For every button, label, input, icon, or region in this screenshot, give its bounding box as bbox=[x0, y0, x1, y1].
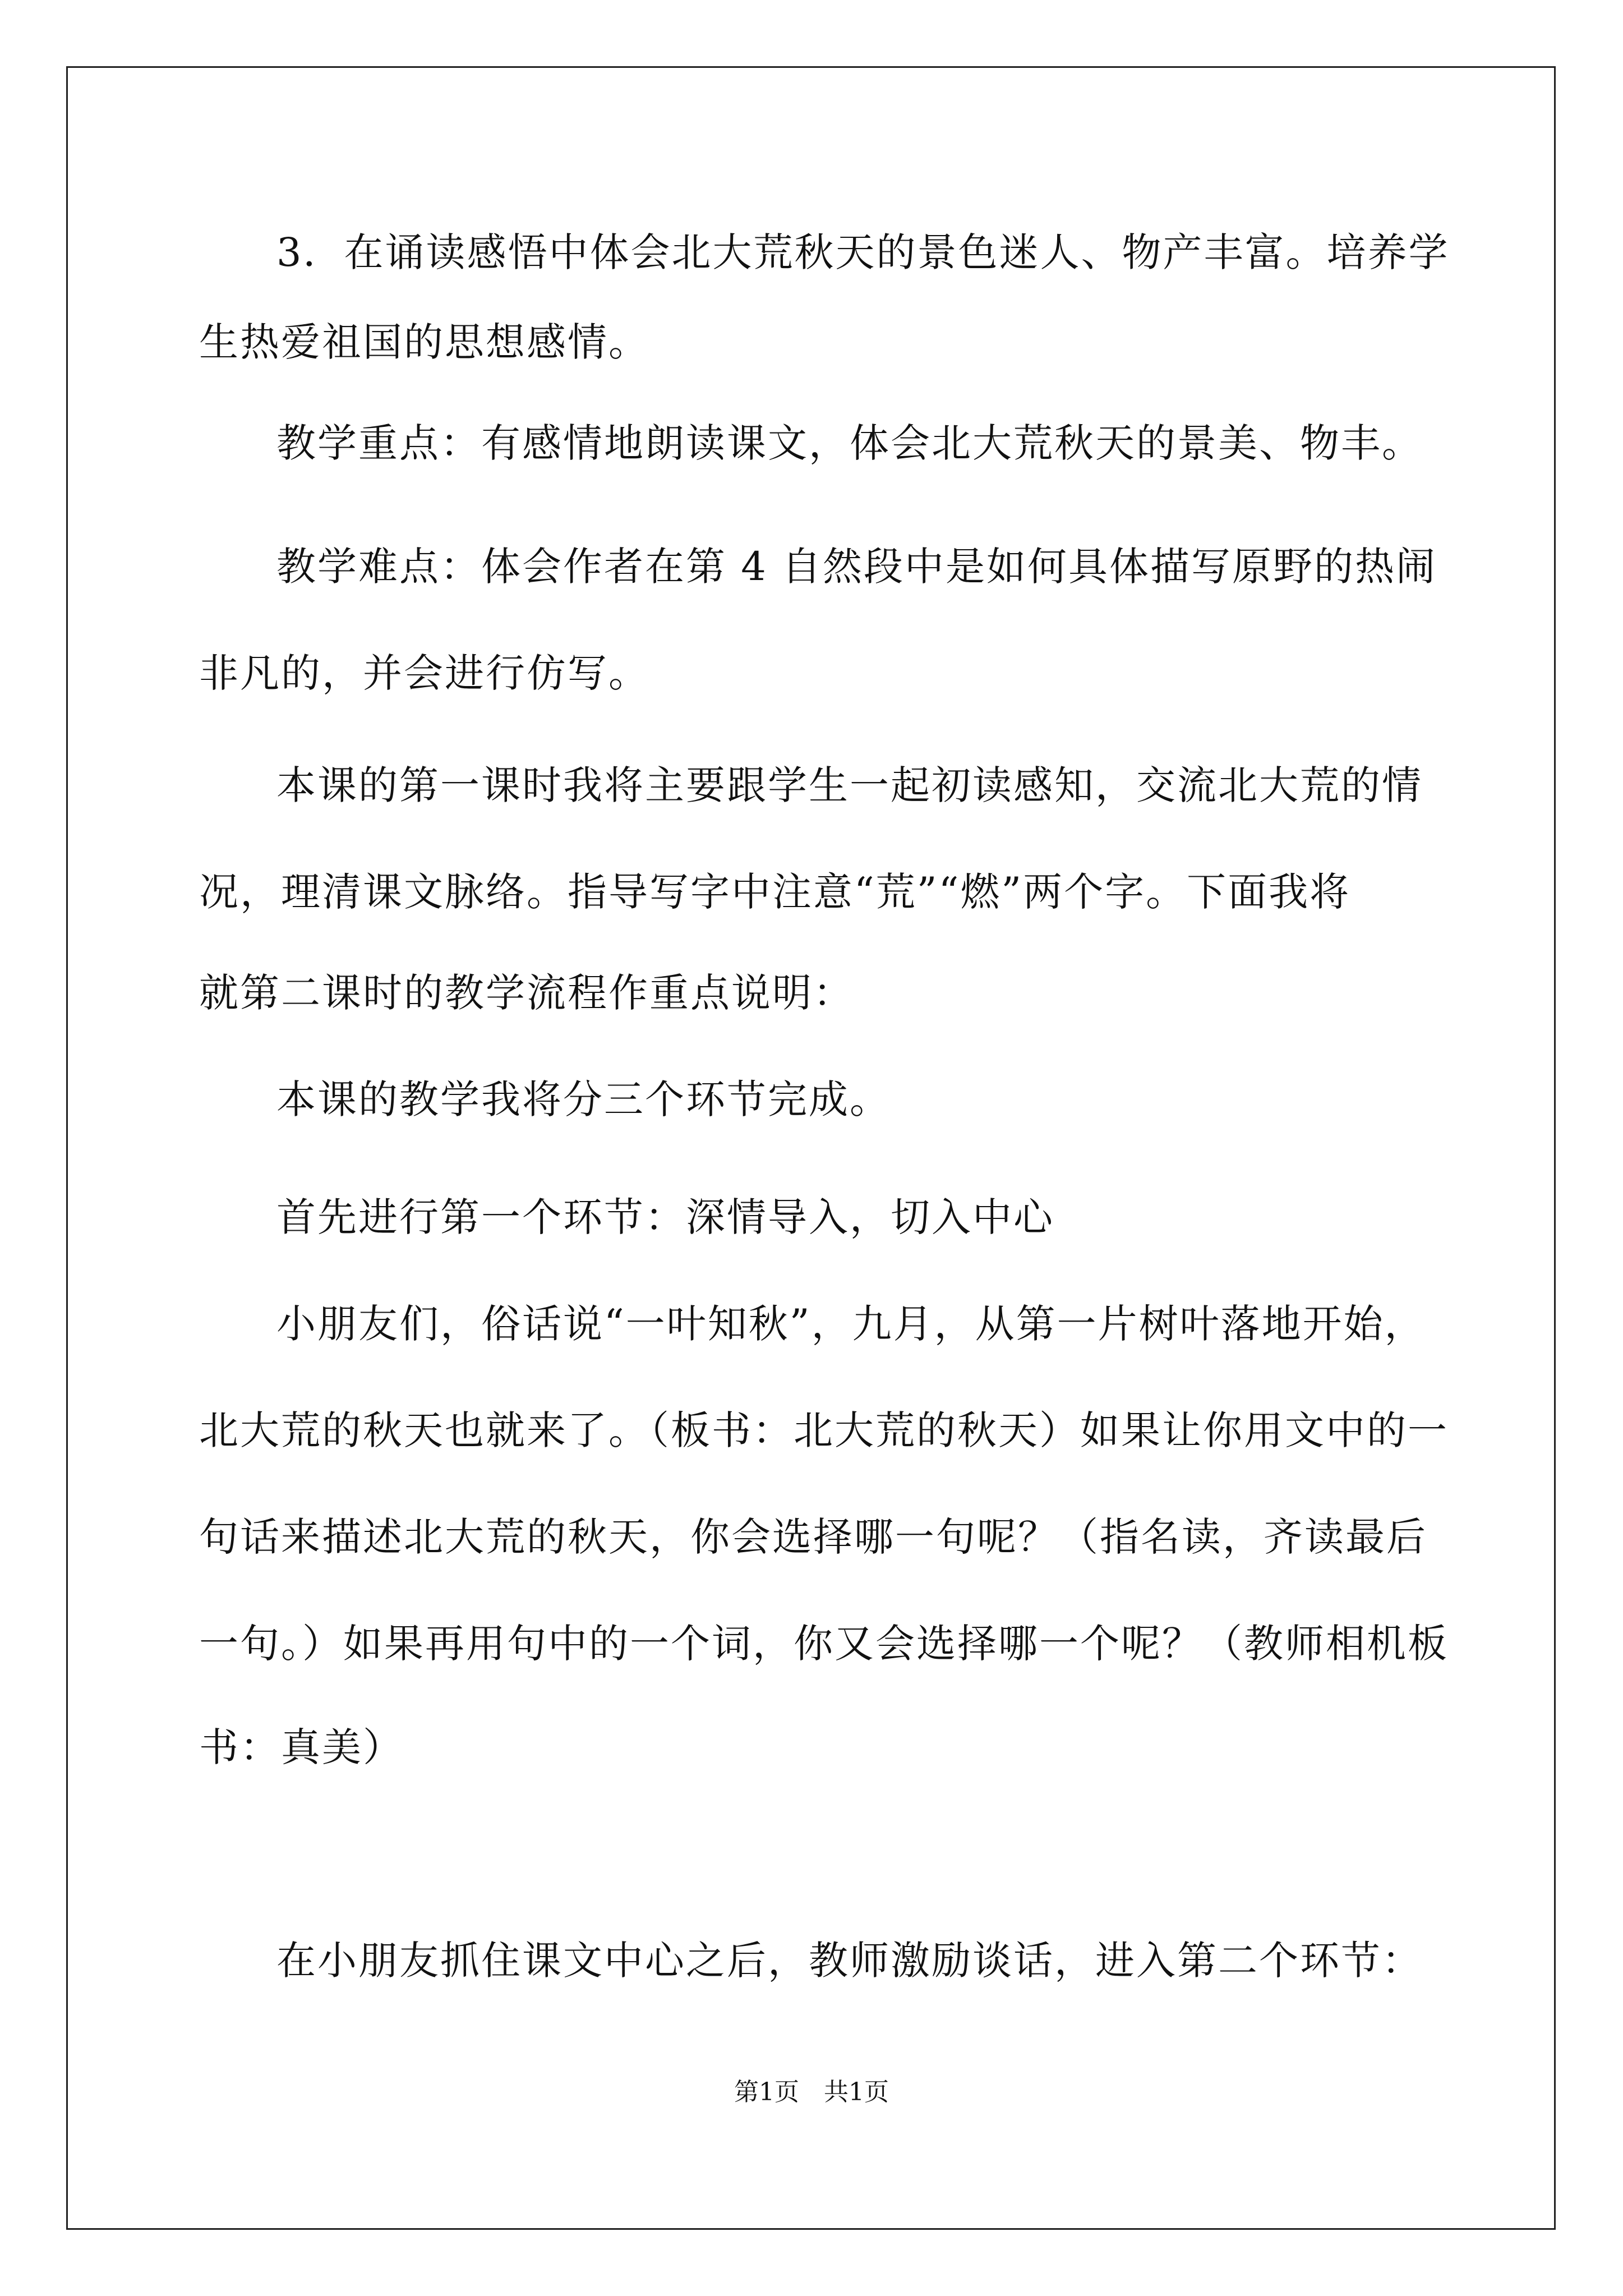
text-line-14: 一句。）如果再用句中的一个词，你又会选择哪一个呢？（教师相机板 bbox=[199, 1621, 1449, 1667]
text-line-7: 况，理清课文脉络。指导写字中注意“荒”“燃”两个字。下面我将 bbox=[199, 869, 1351, 915]
page-number-footer: 第1页 共1页 bbox=[734, 2078, 889, 2106]
text-line-15: 书：真美） bbox=[199, 1724, 404, 1770]
text-line-11: 小朋友们，俗话说“一叶知秋”，九月，从第一片树叶落地开始， bbox=[276, 1301, 1426, 1347]
text-line-10: 首先进行第一个环节：深情导入，切入中心 bbox=[276, 1194, 1054, 1240]
text-line-9: 本课的教学我将分三个环节完成。 bbox=[276, 1076, 891, 1122]
text-line-1: 3．在诵读感悟中体会北大荒秋天的景色迷人、物产丰富。培养学 bbox=[276, 229, 1450, 275]
text-line-6: 本课的第一课时我将主要跟学生一起初读感知，交流北大荒的情 bbox=[276, 762, 1423, 808]
page-border bbox=[66, 66, 1556, 2230]
text-line-13: 句话来描述北大荒的秋天，你会选择哪一句呢？（指名读，齐读最后 bbox=[199, 1514, 1427, 1560]
text-line-5: 非凡的，并会进行仿写。 bbox=[199, 650, 649, 696]
text-line-4: 教学难点：体会作者在第 4 自然段中是如何具体描写原野的热闹 bbox=[276, 544, 1437, 590]
text-line-12: 北大荒的秋天也就来了。（板书：北大荒的秋天）如果让你用文中的一 bbox=[199, 1407, 1449, 1453]
text-line-16: 在小朋友抓住课文中心之后，教师激励谈话，进入第二个环节： bbox=[276, 1938, 1423, 1984]
text-line-8: 就第二课时的教学流程作重点说明： bbox=[199, 970, 854, 1016]
text-line-2: 生热爱祖国的思想感情。 bbox=[199, 319, 649, 365]
text-line-3: 教学重点：有感情地朗读课文，体会北大荒秋天的景美、物丰。 bbox=[276, 420, 1423, 466]
